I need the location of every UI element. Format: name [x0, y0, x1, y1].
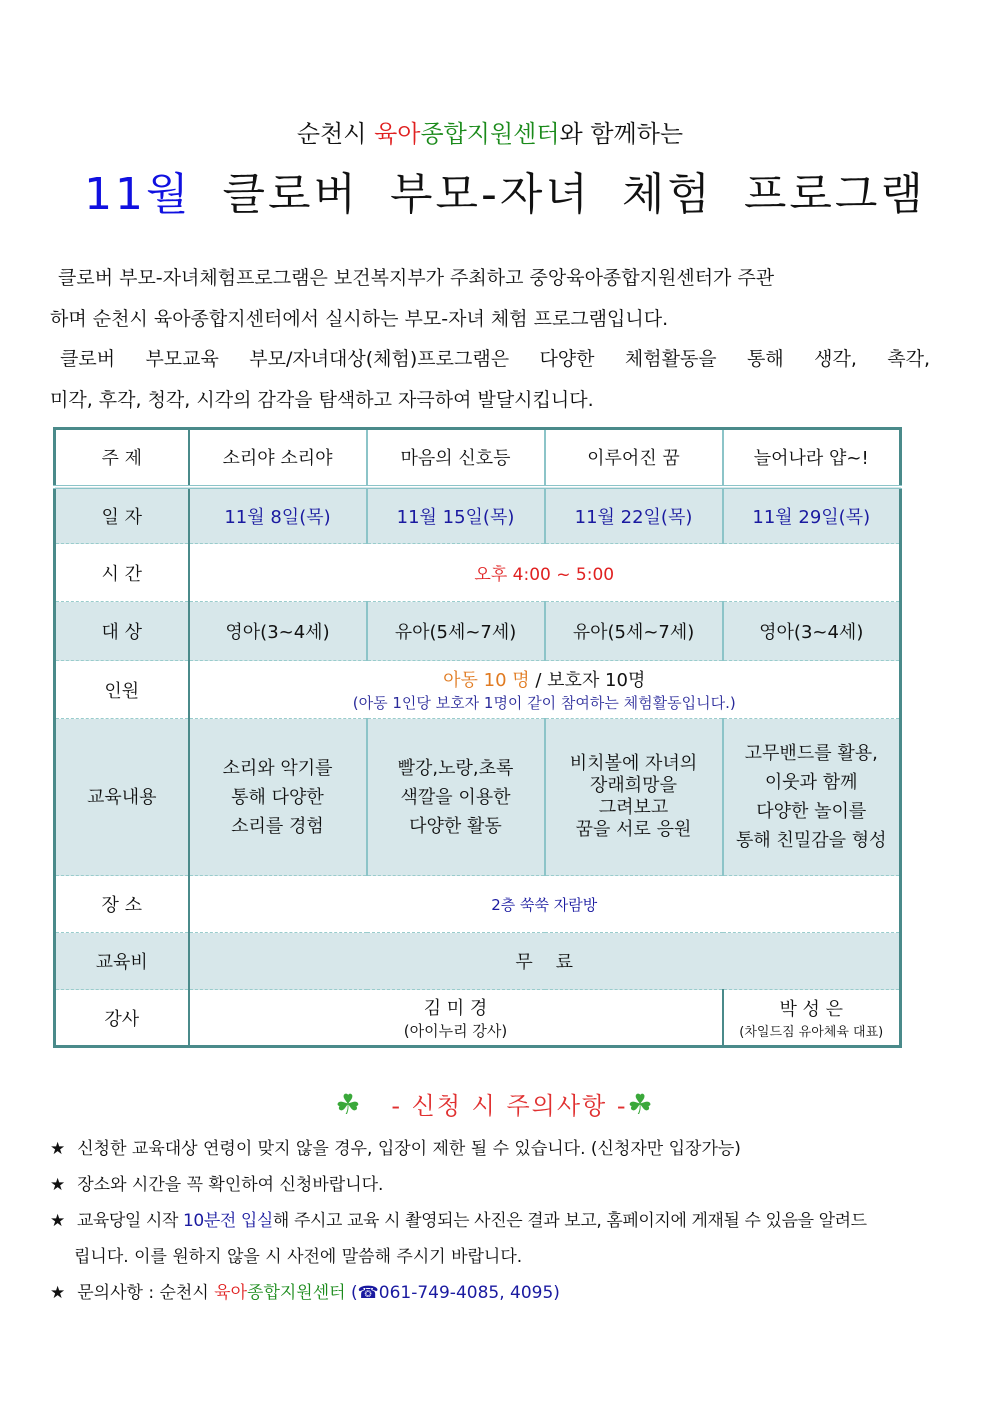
- clover-icon: ☘: [627, 1088, 655, 1121]
- note-item: ★ 교육당일 시작 10분전 입실해 주시고 교육 시 촬영되는 사진은 결과 보고, 홈페이지에 게재될 수 있음을 알려드: [50, 1211, 867, 1231]
- note-item: ★ 문의사항 : 순천시 육아종합지원센터 (☎061-749-4085, 4095): [50, 1283, 560, 1303]
- time-row: 시 간 오후 4:00 ~ 5:00: [55, 544, 901, 602]
- program-table: [53, 427, 902, 1048]
- page-title: 11월 클로버 부모-자녀 체험 프로그램: [84, 169, 926, 220]
- place-row: 장 소 2층 쑥쑥 자람방: [55, 876, 901, 933]
- note-item: ★ 신청한 교육대상 연령이 맞지 않을 경우, 입장이 제한 될 수 있습니다. (신청자만 입장가능): [50, 1139, 741, 1159]
- content-row: 교육내용 소리와 악기를 통해 다양한 소리를 경험 빨강,노랑,초록 색깔을 이용한 다양한 활동 비치볼에 자녀의 장래희망을 그려보고 꿈을 서로 응원 고무밴드를 활용, 이웃과 함께 다양한 놀이를 통해 친밀감을 형성: [55, 719, 901, 876]
- intro-text: 클로버 부모-자녀체험프로그램은 보건복지부가 주최하고 중앙육아종합지원센터가 주관 하며 순천시 육아종합지센터에서 실시하는 부모-자녀 체험 프로그램입니다. 클로버 부모교육 부모/자녀대상(체험)프로그램은 다양한 체험활동을 통해 생각, 촉각, 미각, 후각, 청각, 시각의 감각을 탐색하고 자극하여 발달시킵니다.: [50, 267, 930, 411]
- theme-row: 주 제 소리야 소리야 마음의 신호등 이루어진 꿈 늘어나라 얍~!: [55, 429, 901, 487]
- target-row: 대 상 영아(3~4세) 유아(5세~7세) 유아(5세~7세) 영아(3~4세): [55, 602, 901, 661]
- star-icon: ★: [50, 1283, 66, 1303]
- lecturer-row: 강사 김 미 경 (아이누리 강사) 박 성 은 (차일드짐 유아체육 대표): [55, 990, 901, 1047]
- star-icon: ★: [50, 1175, 66, 1195]
- fee-row: 교육비 무 료: [55, 933, 901, 990]
- star-icon: ★: [50, 1211, 65, 1231]
- subtitle: 순천시 육아종합지원센터와 함께하는: [296, 120, 684, 148]
- notes-title: ☘ - 신청 시 주의사항 -☘: [335, 1088, 655, 1121]
- star-icon: ★: [50, 1139, 66, 1159]
- note-item: ★ 장소와 시간을 꼭 확인하여 신청바랍니다.: [50, 1175, 384, 1195]
- clover-icon: ☘: [335, 1088, 363, 1121]
- people-row: 인원 아동 10 명 / 보호자 10명 (아동 1인당 보호자 1명이 같이 참여하는 체험활동입니다.): [55, 661, 901, 719]
- notes-section: ☘ - 신청 시 주의사항 -☘ ★ 신청한 교육대상 연령이 맞지 않을 경우, 입장이 제한 될 수 있습니다. (신청자만 입장가능) ★ 장소와 시간을 꼭 확인하여 신청바랍니다. ★ 교육당일 시작 10분전 입실해 주시고 교육 시 촬영되는 사진은 결과 보고, 홈페이지에 게재될 수 있음을 알려드 립니다. 이를 원하지 않을 시 사전에 말씀해 주시기 바랍니다. ★ 문의사항 : 순천시 육아종합지원센터 (☎061-749-4085, 4095): [50, 1086, 940, 1311]
- date-row: 일 자 11월 8일(목) 11월 15일(목) 11월 22일(목) 11월 29일(목): [55, 487, 901, 544]
